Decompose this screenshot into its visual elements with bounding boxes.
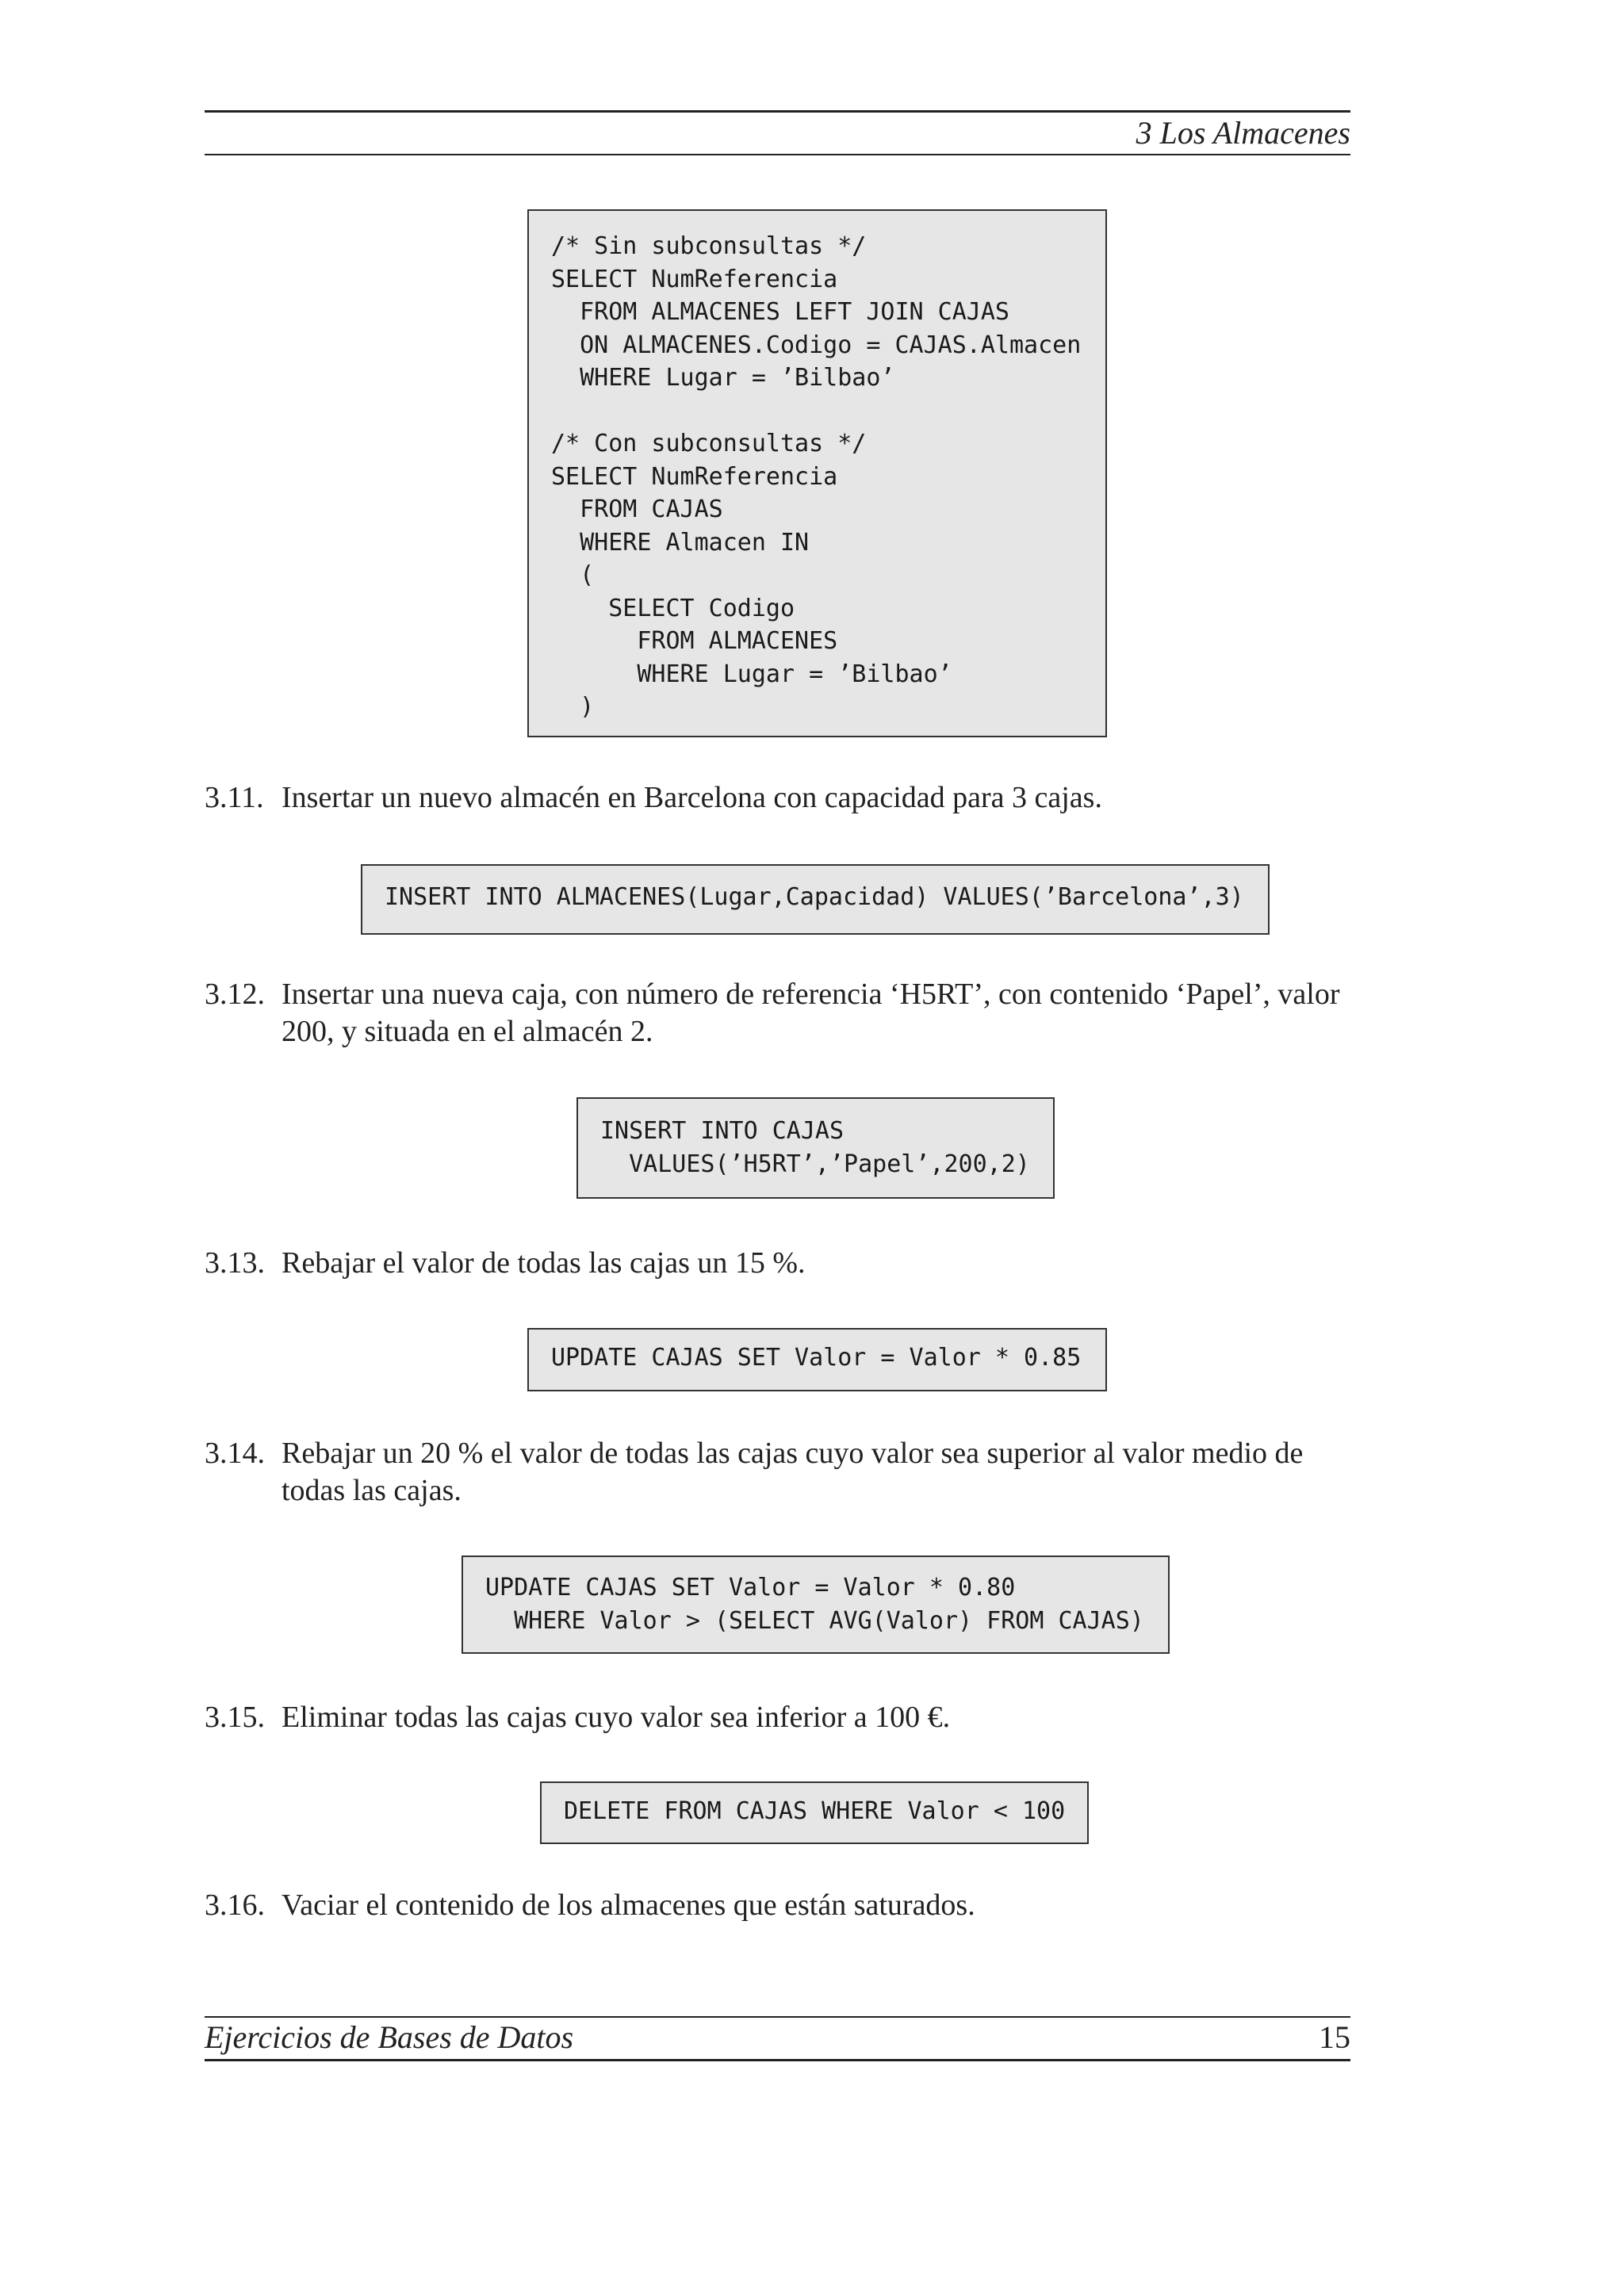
exercise-3-15 (205, 1699, 1350, 1736)
exercise-number: 3.13. (205, 1246, 265, 1280)
code-line: UPDATE CAJAS SET Valor = Valor * 0.80 (485, 1574, 1016, 1601)
exercise-text: Rebajar un 20 % el valor de todas las cajas cuyo valor sea superior al valor medio de todas las cajas. (282, 1437, 1304, 1507)
code-line: FROM ALMACENES LEFT JOIN CAJAS (551, 298, 1009, 326)
code-line: SELECT NumReferencia (551, 265, 838, 293)
code-line (551, 395, 1105, 428)
code-line: VALUES(’H5RT’,’Papel’,200,2) (600, 1150, 1030, 1178)
code-block-3-14 (462, 1556, 1170, 1654)
code-line: DELETE FROM CAJAS WHERE Valor < 100 (564, 1797, 1066, 1825)
exercise-3-11 (205, 779, 1350, 817)
exercise-number: 3.12. (205, 978, 265, 1011)
exercise-number: 3.11. (205, 781, 264, 814)
code-line: WHERE Valor > (SELECT AVG(Valor) FROM CAJAS) (485, 1606, 1144, 1635)
exercise-text: Insertar un nuevo almacén en Barcelona con capacidad para 3 cajas. (282, 781, 1102, 814)
code-line: FROM CAJAS (551, 496, 723, 523)
code-line: ON ALMACENES.Codigo = CAJAS.Almacen (551, 331, 1082, 359)
code-block-3-13 (527, 1328, 1107, 1391)
code-line: /* Sin subconsultas */ (551, 232, 867, 260)
code-line: UPDATE CAJAS SET Valor = Valor * 0.85 (551, 1344, 1082, 1372)
exercise-3-13 (205, 1245, 1350, 1282)
header-bottom-rule (205, 154, 1350, 155)
exercise-number: 3.14. (205, 1437, 265, 1470)
exercise-text: Insertar una nueva caja, con número de referencia ‘H5RT’, con contenido ‘Papel’, valor 200, y situada en el almacén 2. (282, 978, 1340, 1048)
code-line: /* Con subconsultas */ (551, 430, 867, 457)
code-block-3-15 (540, 1781, 1089, 1844)
exercise-3-14 (205, 1435, 1350, 1510)
footer-bottom-rule (205, 2059, 1350, 2061)
exercise-number: 3.15. (205, 1701, 265, 1734)
code-line: SELECT Codigo (551, 594, 795, 622)
exercise-text: Eliminar todas las cajas cuyo valor sea inferior a 100 €. (282, 1701, 951, 1734)
exercise-number: 3.16. (205, 1888, 265, 1922)
code-line: ) (551, 693, 595, 721)
code-line: INSERT INTO CAJAS (600, 1117, 845, 1145)
page-number: 15 (1319, 2019, 1350, 2055)
footer-book-title: Ejercicios de Bases de Datos (205, 2019, 574, 2055)
exercise-text: Rebajar el valor de todas las cajas un 15 %. (282, 1246, 806, 1280)
code-line: WHERE Lugar = ’Bilbao’ (551, 660, 952, 688)
exercise-3-12 (205, 976, 1350, 1050)
exercise-text: Vaciar el contenido de los almacenes que están saturados. (282, 1888, 975, 1922)
code-line: SELECT NumReferencia (551, 462, 838, 491)
code-block-3-11 (361, 864, 1270, 935)
code-line: INSERT INTO ALMACENES(Lugar,Capacidad) VALUES(’Barcelona’,3) (385, 883, 1244, 911)
code-line: WHERE Almacen IN (551, 528, 810, 557)
code-block-subqueries (527, 209, 1107, 737)
code-line: ( (551, 561, 595, 589)
running-header: 3 Los Almacenes (1136, 115, 1350, 151)
exercise-3-16 (205, 1887, 1350, 1924)
code-line: FROM ALMACENES (551, 627, 838, 655)
code-block-3-12 (576, 1097, 1055, 1199)
code-line: WHERE Lugar = ’Bilbao’ (551, 364, 895, 392)
